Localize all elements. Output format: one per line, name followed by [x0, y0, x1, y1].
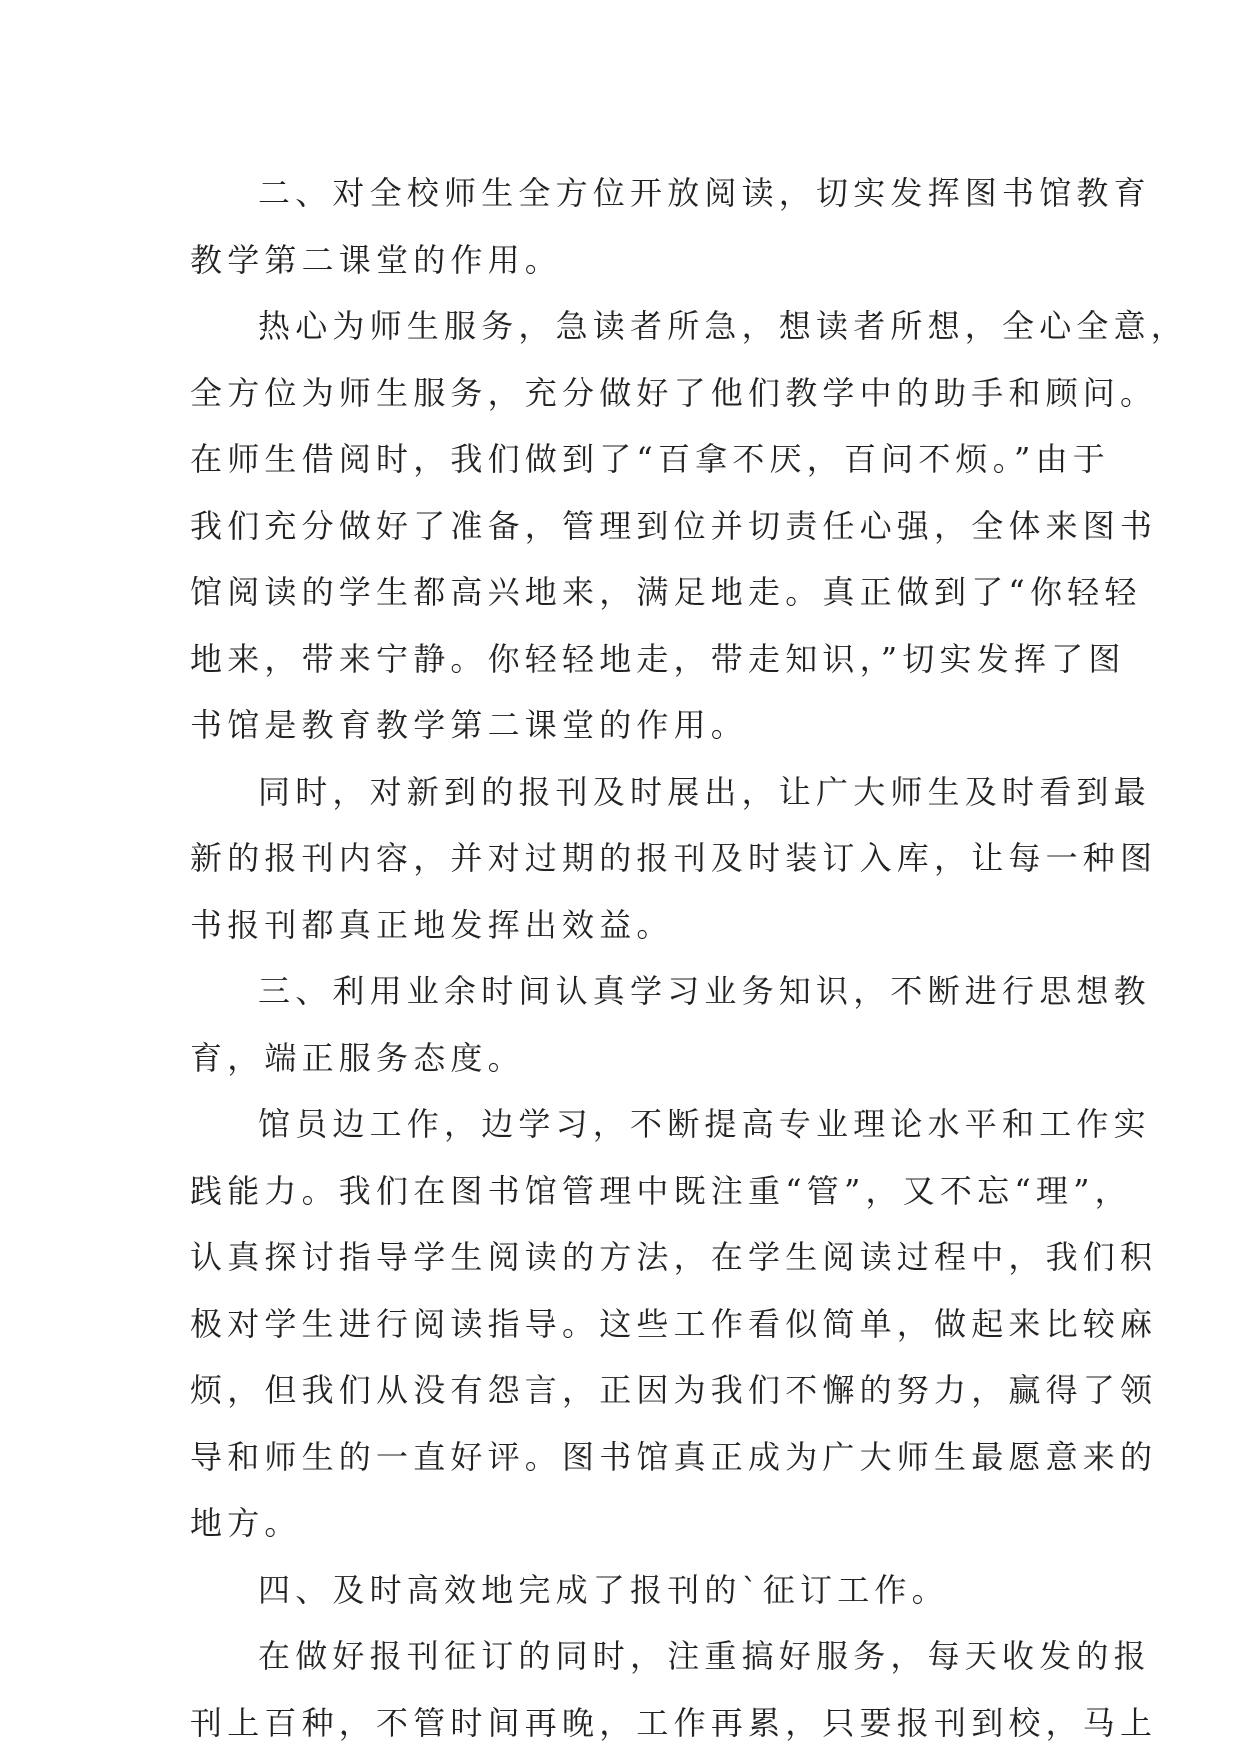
section-heading-2: 二、对全校师生全方位开放阅读，切实发挥图书馆教育 — [190, 160, 1062, 227]
text-line: 导和师生的一直好评。图书馆真正成为广大师生最愿意来的 — [190, 1424, 1062, 1491]
text-line: 在师生借阅时，我们做到了“百拿不厌，百问不烦。”由于 — [190, 426, 1062, 493]
text-line: 烦，但我们从没有怨言，正因为我们不懈的努力，赢得了领 — [190, 1357, 1062, 1424]
text-line: 书报刊都真正地发挥出效益。 — [190, 892, 1062, 959]
text-line: 认真探讨指导学生阅读的方法，在学生阅读过程中，我们积 — [190, 1224, 1062, 1291]
text-line: 书馆是教育教学第二课堂的作用。 — [190, 692, 1062, 759]
text-line: 我们充分做好了准备，管理到位并切责任心强，全体来图书 — [190, 493, 1062, 560]
text-line: 刊上百种，不管时间再晚，工作再累，只要报刊到校，马上 — [190, 1690, 1062, 1756]
body-text — [190, 160, 1062, 1756]
text-line: 教学第二课堂的作用。 — [190, 227, 1062, 294]
section-heading-3: 三、利用业余时间认真学习业务知识，不断进行思想教 — [190, 958, 1062, 1025]
text-line: 馆阅读的学生都高兴地来，满足地走。真正做到了“你轻轻 — [190, 559, 1062, 626]
paragraph-start: 在做好报刊征订的同时，注重搞好服务，每天收发的报 — [190, 1623, 1062, 1690]
text-line: 地来，带来宁静。你轻轻地走，带走知识，”切实发挥了图 — [190, 626, 1062, 693]
text-line: 地方。 — [190, 1490, 1062, 1557]
text-line: 践能力。我们在图书馆管理中既注重“管”，又不忘“理”， — [190, 1158, 1062, 1225]
paragraph-start: 馆员边工作，边学习，不断提高专业理论水平和工作实 — [190, 1091, 1062, 1158]
text-line: 全方位为师生服务，充分做好了他们教学中的助手和顾问。 — [190, 360, 1062, 427]
text-line: 极对学生进行阅读指导。这些工作看似简单，做起来比较麻 — [190, 1291, 1062, 1358]
paragraph-start: 同时，对新到的报刊及时展出，让广大师生及时看到最 — [190, 759, 1062, 826]
text-line: 新的报刊内容，并对过期的报刊及时装订入库，让每一种图 — [190, 825, 1062, 892]
text-line: 育，端正服务态度。 — [190, 1025, 1062, 1092]
paragraph-start: 热心为师生服务，急读者所急，想读者所想，全心全意， — [190, 293, 1062, 360]
section-heading-4: 四、及时高效地完成了报刊的`征订工作。 — [190, 1557, 1062, 1624]
